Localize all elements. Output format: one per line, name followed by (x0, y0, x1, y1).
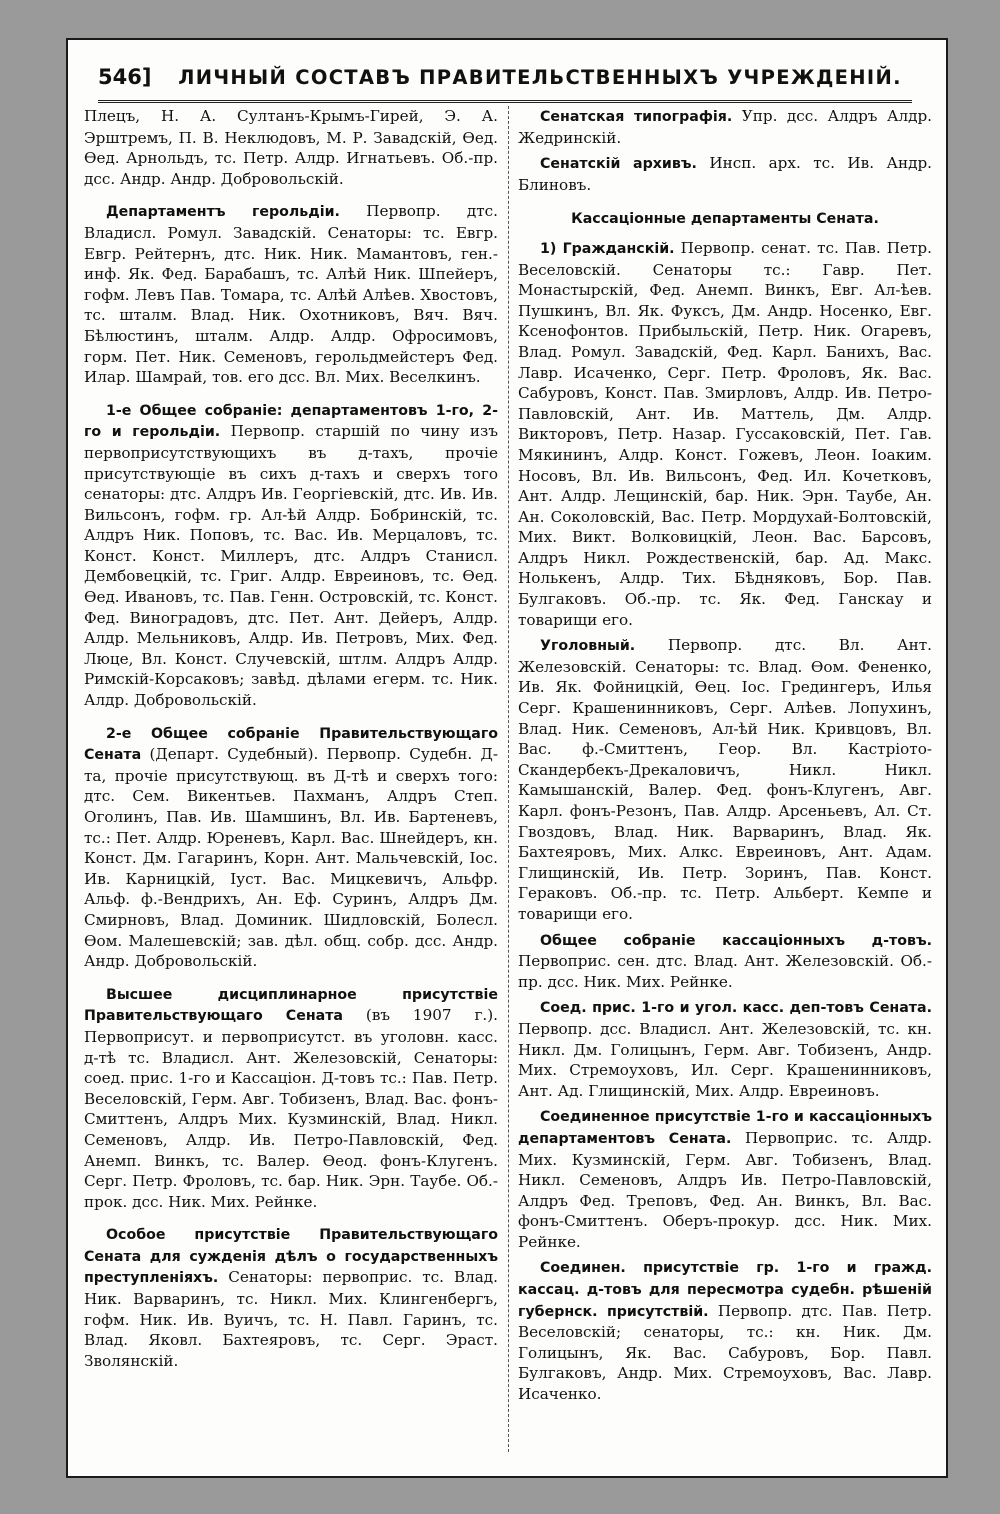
paragraph-joint-first-cassation (518, 1106, 932, 1252)
section-title-cassation-departments: Кассаціонные департаменты Сената. (571, 211, 879, 228)
left-column (84, 106, 498, 1458)
paragraph-second-general-assembly (84, 723, 498, 972)
paragraph-text: Первопр. дтс. Пав. Петр. Веселовскій; сенаторы, тс.: кн. Ник. Дм. Голицынъ, Як. Вас. Сабуровъ, Бор. Павл. Булгаковъ, Андр. Мих. Стремоуховъ, Вас. Лавр. Исаченко. (518, 1301, 932, 1404)
paragraph-heading: Сенатская типографія. (540, 109, 733, 125)
paragraph-senate-archive (518, 153, 932, 195)
paragraph-text: Инсп. арх. тс. Ив. Андр. Блиновъ. (518, 154, 932, 194)
paragraph-heading: Высшее дисциплинарное присутствіе Правительствующаго Сената (84, 986, 498, 1025)
page-header (98, 54, 912, 103)
paragraph-text: Первопр. старшій по чину изъ первоприсутствующихъ въ д-тахъ, прочіе присутствующіе въ сихъ д-тахъ и сверхъ того сенаторы: дтс. Алдръ Ив. Георгіевскій, дтс. Ив. Ив. Вильсонъ, гофм. гр. Ал-ѣй Алдр. Бобринскій, тс. Алдръ Ник. Поповъ, тс. Вас. Ив. Мерцаловъ, тс. Конст. Конст. Миллеръ, дтс. Алдръ Станисл. Дембовецкій, тс. Григ. Алдр. Евреиновъ, тс. Өед. Өед. Ивановъ, тс. Пав. Генн. Островскій, тс. Конст. Фед. Виноградовъ, дтс. Пет. Ант. Дейеръ, Алдр. Алдр. Мельниковъ, Алдр. Ив. Петровъ, Мих. Фед. Люце, Вл. Конст. Случевскій, штлм. Алдръ Алдр. Римскій-Корсаковъ; завѣд. дѣлами егерм. тс. Ник. Алдр. Добровольскій. (84, 422, 498, 710)
paragraph-heading: Департаментъ герольдіи. (106, 204, 340, 221)
paragraph-heading: 1) Гражданскій. (540, 240, 675, 257)
paragraph-text: Первоприс. тс. Алдр. Мих. Кузминскій, Герм. Авг. Тобизенъ, Влад. Никл. Семеновъ, Алдръ Ив. Петро-Павловскій, Алдръ Фед. Треповъ, Фед. Ан. Винкъ, Вл. Вас. фонъ-Смиттенъ. Оберъ-прокур. дсс. Ник. Мих. Рейнке. (518, 1128, 932, 1251)
paragraph-text: Первопр. сенат. тс. Пав. Петр. Веселовскій. Сенаторы тс.: Гавр. Пет. Монастырскій, Фед. Анемп. Винкъ, Евг. Ал-ѣев. Пушкинъ, Вл. Як. Фуксъ, Дм. Андр. Носенко, Евг. Ксенофонтов. Прибыльскій, Петр. Ник. Огаревъ, Влад. Ромул. Завадскій, Фед. Карл. Банихъ, Вас. Лавр. Исаченко, Серг. Петр. Фроловъ, Як. Вас. Сабуровъ, Конст. Пав. Змирловъ, Алдр. Ив. Петро-Павловскій, Ант. Ив. Маттель, Дм. Алдр. Викторовъ, Петр. Назар. Гуссаковскій, Пет. Гав. Мякининъ, Алдр. Конст. Гожевъ, Леон. Іоаким. Носовъ, Вл. Ив. Вильсонъ, Фед. Ил. Кочетковъ, Ант. Алдр. Лещинскій, бар. Ник. Эрн. Таубе, Ан. Ан. Соколовскій, Вас. Петр. Мордухай-Болтовскій, Мих. Викт. Волковицкій, Леон. Вас. Барсовъ, Алдръ Никл. Рождественскій, бар. Ад. Макс. Нолькенъ, Алдр. Тих. Бѣдняковъ, Бор. Пав. Булгаковъ. Об.-пр. тс. Як. Фед. Ганскау и товарищи его. (518, 238, 932, 629)
paragraph-text: Первоприс. сен. дтс. Влад. Ант. Железовскій. Об.-пр. дсс. Ник. Мих. Рейнке. (518, 952, 932, 991)
paragraph-heraldry-department (84, 201, 498, 387)
paragraph-text: Сенаторы: первоприс. тс. Влад. Ник. Варваринъ, тс. Никл. Мих. Клингенбергъ, гофм. Ник. Ив. Вуичъ, тс. Н. Павл. Гаринъ, тс. Влад. Яковл. Бахтеяровъ, тс. Серг. Эраст. Зволянскій. (84, 1268, 498, 1370)
paragraph-text: Первопр. дсс. Владисл. Ант. Железовскій, тс. кн. Никл. Дм. Голицынъ, Герм. Авг. Тобизенъ, Андр. Мих. Стремоуховъ, Ил. Серг. Крашенинниковъ, Ант. Ад. Глищинскій, Мих. Алдр. Евреиновъ. (518, 1019, 932, 1100)
paragraph-heading: 1-е Общее собраніе: департаментовъ 1-го, 2-го и герольдіи. (84, 402, 498, 441)
paragraph-text: (Департ. Судебный). Первопр. Судебн. Д-та, прочіе присутствующ. въ Д-тѣ и сверхъ того: дтс. Сем. Викентьев. Пахманъ, Алдръ Степ. Оголинъ, Пав. Ив. Шамшинъ, Вл. Ив. Бартеневъ, тс.: Пет. Алдр. Юреневъ, Карл. Вас. Шнейдеръ, кн. Конст. Дм. Гагаринъ, Корн. Ант. Мальчевскій, Іос. Ив. Карницкій, Іуст. Вас. Мицкевичъ, Альфр. Альф. ф.-Вендрихъ, Ан. Еф. Суринъ, Алдръ Дм. Смирновъ, Влад. Доминик. Шидловскій, Болесл. Өом. Малешевскій; зав. дѣл. общ. собр. дсс. Андр. Андр. Добровольскій. (84, 745, 498, 971)
paragraph-text: Первопр. дтс. Вл. Ант. Железовскій. Сенаторы: тс. Влад. Өом. Фененко, Ив. Як. Фойницкій, Өец. Іос. Гредингеръ, Илья Серг. Крашенинниковъ, Серг. Алѣев. Лопухинъ, Влад. Ник. Семеновъ, Ал-ѣй Ник. Кривцовъ, Вл. Вас. ф.-Смиттенъ, Геор. Вл. Кастріото-Скандербекъ-Дрекаловичъ, Никл. Никл. Камышанскій, Валер. Фед. фонъ-Клугенъ, Авг. Карл. фонъ-Резонъ, Пав. Алдр. Арсеньевъ, Ал. Ст. Гвоздовъ, Влад. Ник. Варваринъ, Влад. Як. Бахтеяровъ, Мих. Алкс. Евреиновъ, Ант. Адам. Глищинскій, Ив. Петр. Зоринъ, Пав. Конст. Гераковъ. Об.-пр. тс. Петр. Альберт. Кемпе и товарищи его. (518, 636, 932, 923)
paragraph-joint-first-criminal (518, 997, 932, 1101)
paragraph-criminal-department (518, 635, 932, 924)
paragraph-heading: Соединенное присутствіе 1-го и кассаціонныхъ департаментовъ Сената. (518, 1109, 932, 1147)
paragraph-civil-department (518, 238, 932, 630)
paragraph-heading: Уголовный. (540, 638, 636, 655)
paragraph-heading: 2-е Общее собраніе Правительствующаго Сената (84, 725, 498, 764)
paragraph-text: Упр. дсс. Алдръ Алдр. Жедринскій. (518, 107, 932, 147)
paragraph-heading: Общее собраніе кассаціонныхъ д-товъ. (540, 932, 932, 949)
running-title: ЛИЧНЫЙ СОСТАВЪ ПРАВИТЕЛЬСТВЕННЫХЪ УЧРЕЖДЕНІЙ. (178, 65, 902, 89)
paragraph-disciplinary-presence (84, 984, 498, 1213)
column-divider (508, 106, 509, 1452)
paragraph-heading: Сенатскій архивъ. (540, 156, 697, 173)
paragraph-first-general-assembly (84, 400, 498, 711)
paragraph-heading: Соединен. присутствіе гр. 1-го и гражд. кассац. д-товъ для пересмотра судебн. рѣшеній губернск. присутствій. (518, 1260, 932, 1320)
paragraph-cassation-general-assembly (518, 930, 932, 993)
paragraph-heading: Особое присутствіе Правительствующаго Сената для сужденія дѣлъ о государственныхъ преступленіяхъ. (84, 1227, 498, 1287)
paragraph-text: (въ 1907 г.). Первоприсут. и первоприсутст. въ уголовн. касс. д-тѣ тс. Владисл. Ант. Железовскій, Сенаторы: соед. прис. 1-го и Кассаціон. Д-товъ тс.: Пав. Петр. Веселовскій, Герм. Авг. Тобизенъ, Влад. Вас. фонъ-Смиттенъ, Алдръ Мих. Кузминскій, Влад. Никл. Семеновъ, Алдр. Ив. Петро-Павловскій, Фед. Анемп. Винкъ, тс. Валер. Өеод. фонъ-Клугенъ. Серг. Петр. Фроловъ, тс. бар. Ник. Эрн. Таубе. Об.-прок. дсс. Ник. Мих. Рейнке. (84, 1006, 498, 1211)
paragraph-senators-continued (84, 106, 498, 189)
document-page (66, 38, 948, 1478)
page-number: 546] (98, 65, 152, 89)
paragraph-heading: Соед. прис. 1-го и угол. касс. деп-товъ Сената. (540, 1000, 932, 1017)
paragraph-joint-review (518, 1257, 932, 1404)
right-column (518, 106, 932, 1458)
paragraph-special-presence (84, 1224, 498, 1371)
paragraph-text: Первопр. дтс. Владисл. Ромул. Завадскій. Сенаторы: тс. Евгр. Евгр. Рейтернъ, дтс. Ник. Ник. Мамантовъ, ген.-инф. Як. Фед. Барабашъ, тс. Алѣй Ник. Шпейеръ, гофм. Левъ Пав. Томара, тс. Алѣй Алѣев. Хвостовъ, тс. шталм. Влад. Ник. Охотниковъ, Вяч. Вяч. Бѣлюстинъ, шталм. Алдр. Алдр. Офросимовъ, горм. Пет. Ник. Семеновъ, герольдмейстеръ Фед. Илар. Шамрай, тов. его дсс. Вл. Мих. Веселкинъ. (84, 202, 498, 387)
paragraph-senate-printing-house (518, 106, 932, 148)
paragraph-text: Плецъ, Н. А. Султанъ-Крымъ-Гирей, Э. А. Эрштремъ, П. В. Неклюдовъ, М. Р. Завадскій, Өед. Өед. Арнольдъ, тс. Петр. Алдр. Игнатьевъ. Об.-пр. дсс. Андр. Андр. Добровольскій. (84, 107, 498, 188)
